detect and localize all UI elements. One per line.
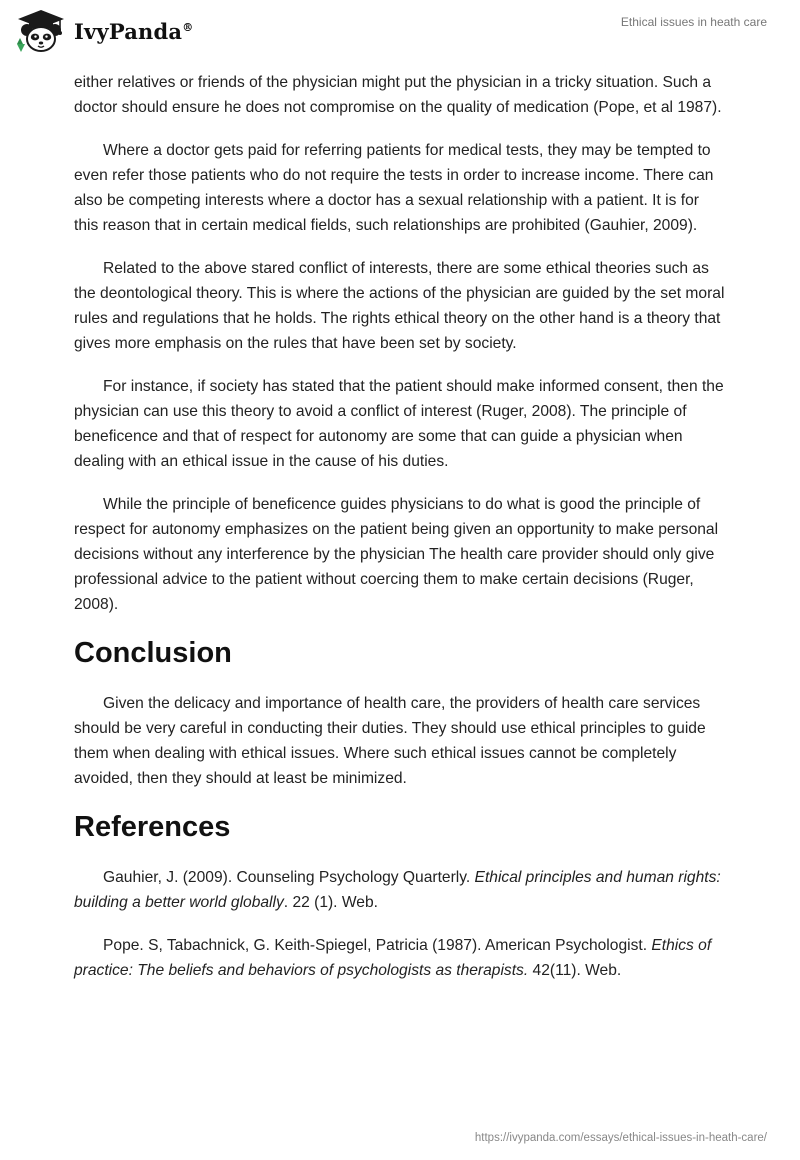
essay-content: [74, 70, 726, 1001]
brand-name: IvyPanda®: [74, 18, 194, 44]
brand-logo[interactable]: [14, 8, 193, 54]
source-url-link[interactable]: https://ivypanda.com/essays/ethical-issues-in-heath-care/: [474, 1132, 767, 1144]
references-heading: References: [74, 811, 231, 843]
body-paragraph: While the principle of beneficence guides physicians to do what is good the principle of respect for autonomy emphasizes on the patient being given an opportunity to make personal decisions without any interference by the physician The health care provider should only give professional advice to the patient without coercing them to make certain decisions (Ruger, 2008).: [74, 496, 719, 613]
conclusion-heading: Conclusion: [74, 637, 232, 669]
page-header: [0, 0, 800, 62]
body-paragraph: For instance, if society has stated that the patient should make informed consent, then the physician can use this theory to avoid a conflict of interest (Ruger, 2008). The principle of beneficence and that of respect for autonomy are some that can guide a physician when dealing with an ethical issue in the cause of his duties.: [74, 378, 724, 470]
document-title: Ethical issues in heath care: [620, 15, 767, 29]
body-paragraph: Related to the above stared conflict of interests, there are some ethical theories such as the deontological theory. This is where the actions of the physician are guided by the set moral rules and regulations that he holds. The rights ethical theory on the other hand is a theory that gives more emphasis on the rules that have been set by society.: [74, 260, 725, 352]
body-paragraph: Where a doctor gets paid for referring patients for medical tests, they may be tempted to even refer those patients who do not require the tests in order to increase income. There can also be competing interests where a doctor has a sexual relationship with a patient. It is for this reason that in certain medical fields, such relationships are prohibited (Gauhier, 2009).: [74, 142, 714, 234]
reference-entry: Pope. S, Tabachnick, G. Keith-Spiegel, Patricia (1987). American Psychologist. Ethics of practice: The beliefs and behaviors of psychologists as therapists. 42(11). Web.: [74, 937, 712, 979]
conclusion-paragraph: Given the delicacy and importance of health care, the providers of health care services should be very careful in conducting their duties. They should use ethical principles to guide them when dealing with ethical issues. Where such ethical issues cannot be completely avoided, then they should at least be minimized.: [74, 695, 706, 787]
panda-graduate-icon: [14, 8, 68, 54]
reference-entry: Gauhier, J. (2009). Counseling Psychology Quarterly. Ethical principles and human rights: building a better world globally. 22 (1). Web.: [74, 869, 721, 911]
body-paragraph: either relatives or friends of the physician might put the physician in a tricky situation. Such a doctor should ensure he does not compromise on the quality of medication (Pope, et al 1987).: [74, 74, 722, 116]
